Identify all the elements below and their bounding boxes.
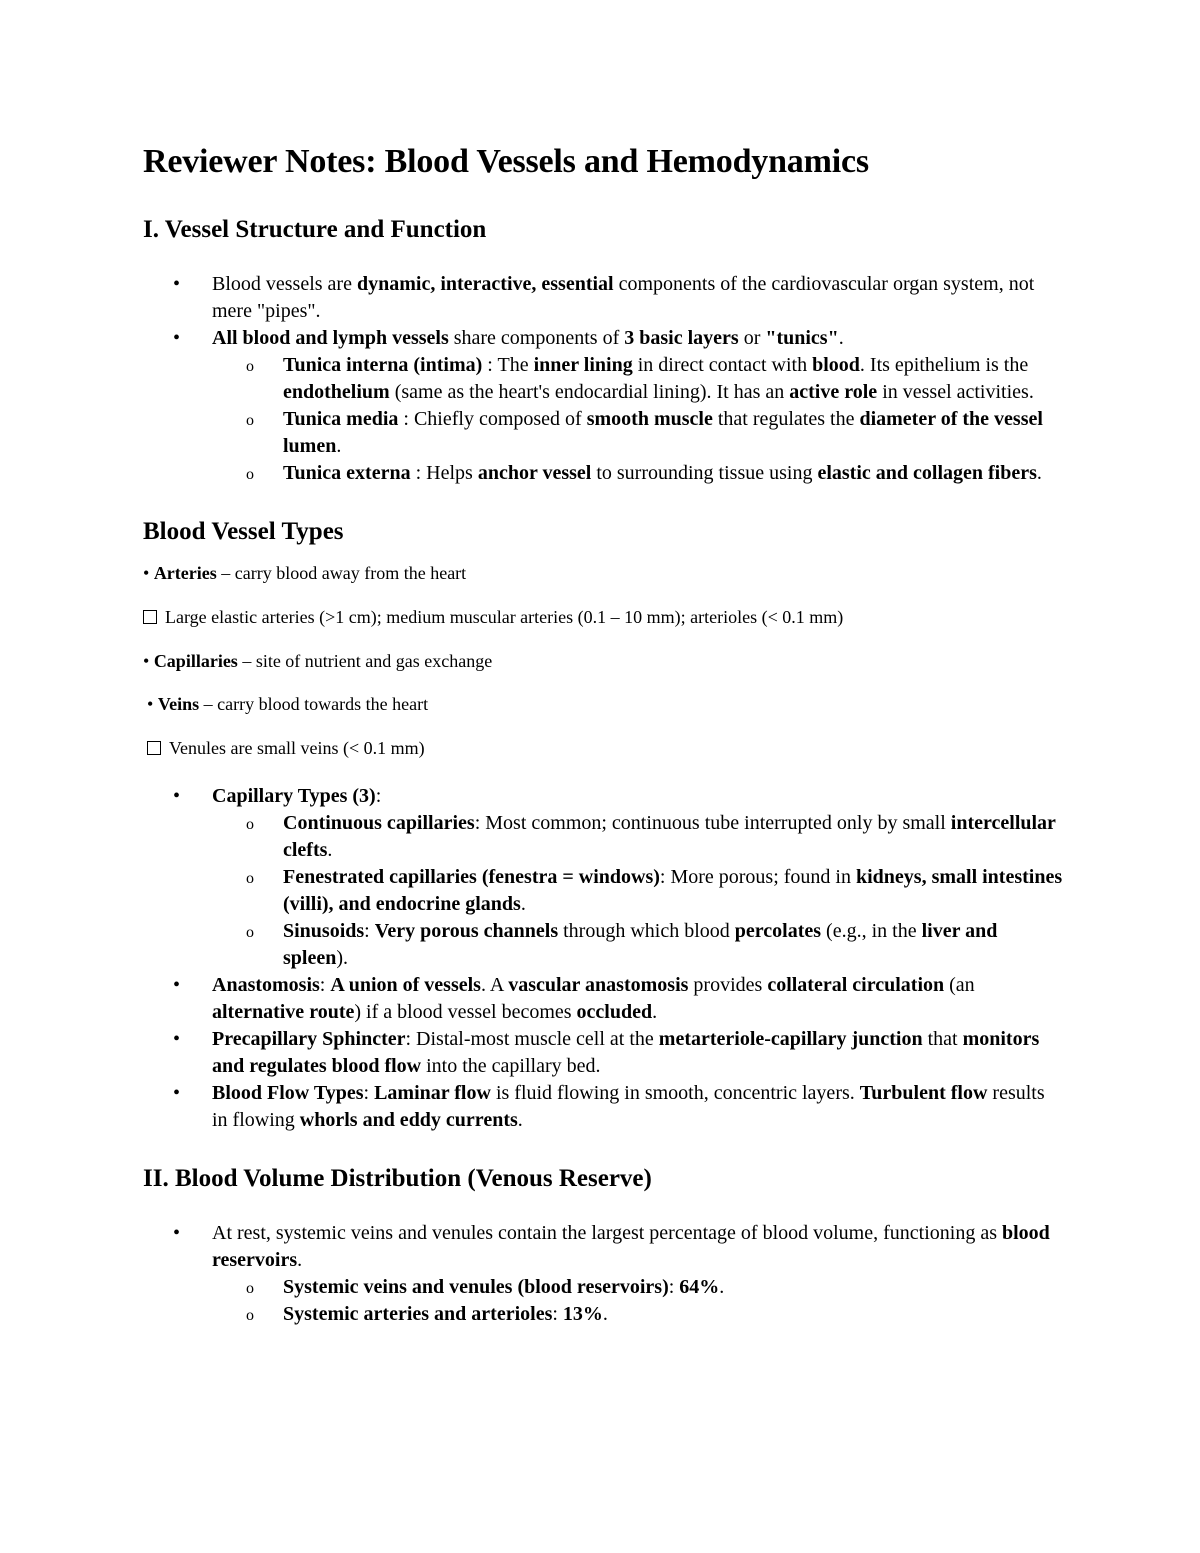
capillaries-line: • Capillaries – site of nutrient and gas exchange — [143, 650, 493, 671]
list-item: o Systemic arteries and arterioles: 13%. — [212, 1301, 1063, 1328]
blood-volume-list — [143, 1220, 1063, 1328]
list-item: o Tunica media : Chiefly composed of smooth muscle that regulates the diameter of the vessel lumen. — [212, 406, 1063, 460]
checkbox-square-icon — [147, 741, 161, 755]
section-heading-blood-volume: II. Blood Volume Distribution (Venous Reserve) — [143, 1164, 652, 1192]
veins-sub-line: Venules are small veins (< 0.1 mm) — [143, 736, 1063, 760]
section-heading-vessel-types: Blood Vessel Types — [143, 517, 344, 545]
list-item: • At rest, systemic veins and venules contain the largest percentage of blood volume, functioning as blood reservoirs. o Systemic veins and venules (blood reservoirs): 64%. o Systemic arteries and arterioles: 13%. — [143, 1220, 1063, 1328]
list-item: • Precapillary Sphincter: Distal-most muscle cell at the metarteriole-capillary junction that monitors and regulates blood flow into the capillary bed. — [143, 1026, 1063, 1080]
list-item: • All blood and lymph vessels share components of 3 basic layers or "tunics". o Tunica interna (intima) : The inner lining in direct contact with blood. Its epithelium is the endothelium (same as the heart's endocardial lining). It has an active role in vessel activities. o Tunica media : Chiefly composed of smooth muscle that regulates the diameter of the vessel lumen. o Tunica externa : Helps anchor vessel to surrounding tissue using elastic and collagen fibers. — [143, 325, 1063, 487]
list-item: o Fenestrated capillaries (fenestra = windows): More porous; found in kidneys, small intestines (villi), and endocrine glands. — [212, 864, 1063, 918]
list-item: o Systemic veins and venules (blood reservoirs): 64%. — [212, 1274, 1063, 1301]
arteries-sub-line: Large elastic arteries (>1 cm); medium muscular arteries (0.1 – 10 mm); arterioles (< 0.1 mm) — [143, 605, 1063, 629]
list-item: • Capillary Types (3): o Continuous capillaries: Most common; continuous tube interrupted only by small intercellular clefts. o Fenestrated capillaries (fenestra = windows): More porous; found in kidneys, small intestines (villi), and endocrine glands. o Sinusoids: Very porous channels through which blood percolates (e.g., in the liver and spleen). — [143, 783, 1063, 972]
page-title: Reviewer Notes: Blood Vessels and Hemodynamics — [143, 143, 869, 180]
vessel-structure-list — [143, 271, 1063, 487]
blood-volume-sublist — [212, 1274, 1063, 1328]
list-item: • Anastomosis: A union of vessels. A vascular anastomosis provides collateral circulation (an alternative route) if a blood vessel becomes occluded. — [143, 972, 1063, 1026]
document-page — [143, 138, 1063, 1328]
section-heading-vessel-structure: I. Vessel Structure and Function — [143, 215, 487, 243]
list-item: • Blood Flow Types: Laminar flow is fluid flowing in smooth, concentric layers. Turbulent flow results in flowing whorls and eddy currents. — [143, 1080, 1063, 1134]
list-item: • Blood vessels are dynamic, interactive, essential components of the cardiovascular organ system, not mere "pipes". — [143, 271, 1063, 325]
list-item: o Sinusoids: Very porous channels through which blood percolates (e.g., in the liver and spleen). — [212, 918, 1063, 972]
tunics-sublist — [212, 352, 1063, 487]
arteries-line: • Arteries – carry blood away from the heart — [143, 562, 467, 583]
vessel-types-list — [143, 783, 1063, 1134]
list-item: o Tunica interna (intima) : The inner lining in direct contact with blood. Its epithelium is the endothelium (same as the heart's endocardial lining). It has an active role in vessel activities. — [212, 352, 1063, 406]
capillary-types-sublist — [212, 810, 1063, 972]
list-item: o Tunica externa : Helps anchor vessel to surrounding tissue using elastic and collagen fibers. — [212, 460, 1063, 487]
veins-line: • Veins – carry blood towards the heart — [147, 693, 429, 714]
list-item: o Continuous capillaries: Most common; continuous tube interrupted only by small intercellular clefts. — [212, 810, 1063, 864]
checkbox-square-icon — [143, 610, 157, 624]
